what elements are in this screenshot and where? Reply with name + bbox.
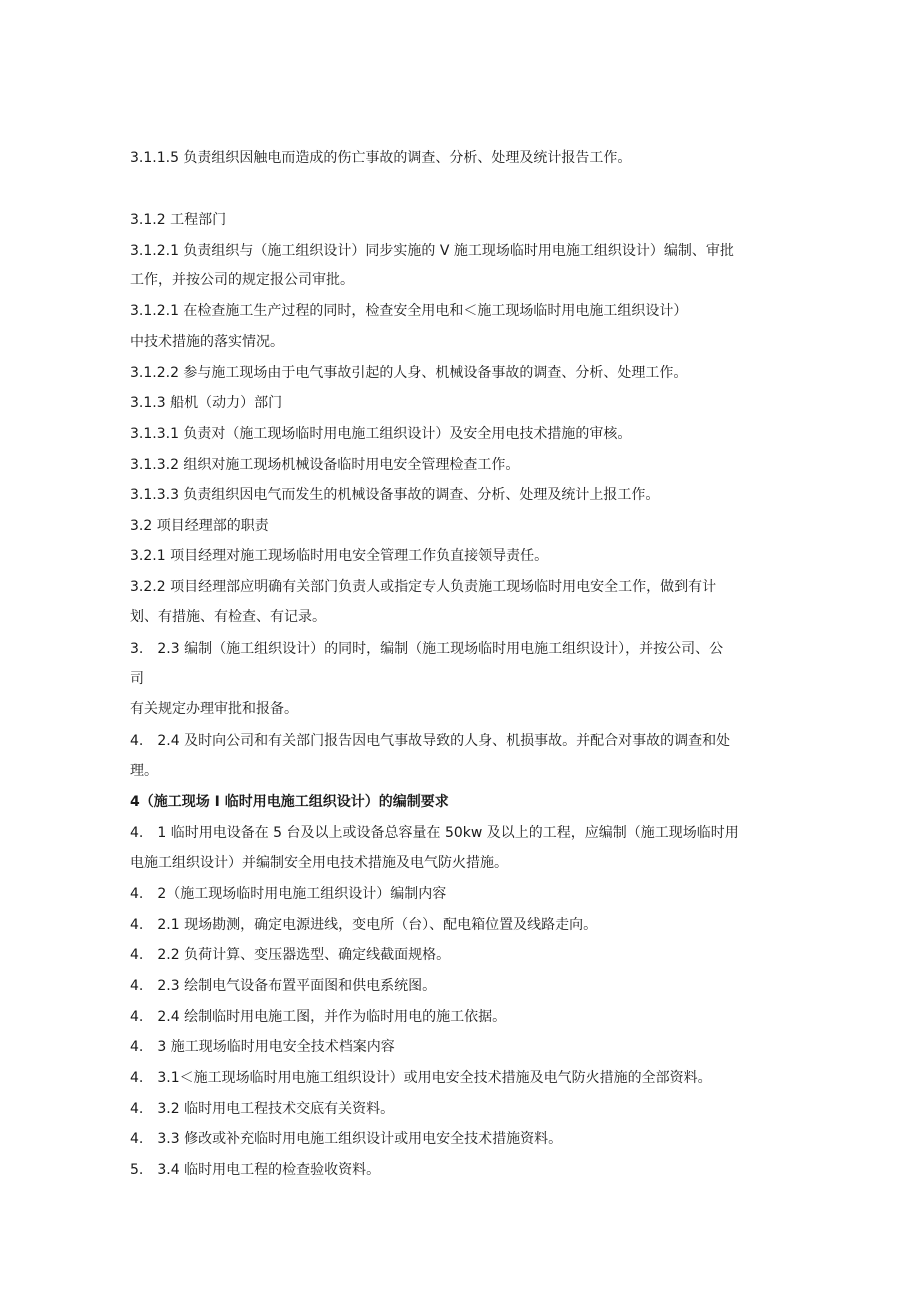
section-heading: 3.1.2 工程部门 [130,212,227,228]
text-line: 3.1.2.2 参与施工现场由于电气事故引起的人身、机械设备事故的调查、分析、处理工作。 [130,365,688,381]
text-line: 4. 2（施工现场临时用电施工组织设计）编制内容 [130,886,447,902]
text-line: 4. 2.2 负荷计算、变压器选型、确定线截面规格。 [130,947,451,963]
text-line: 4. 3.2 临时用电工程技术交底有关资料。 [130,1101,395,1117]
text-line: 3.1.1.5 负责组织因触电而造成的伤亡事故的调查、分析、处理及统计报告工作。 [130,150,632,166]
text-line: 3.2.2 项目经理部应明确有关部门负责人或指定专人负责施工现场临时用电安全工作，做到有计 [130,579,717,595]
section-heading: 4（施工现场 I 临时用电施工组织设计）的编制要求 [130,794,449,810]
text-line: 3.1.3.1 负责对（施工现场临时用电施工组织设计）及安全用电技术措施的审核。 [130,426,632,442]
text-line: 4. 2.4 绘制临时用电施工图，并作为临时用电的施工依据。 [130,1009,507,1025]
text-line: 3. 2.3 编制（施工组织设计）的同时，编制（施工现场临时用电施工组织设计），并按公司、公 [130,641,724,657]
text-line: 4. 3 施工现场临时用电安全技术档案内容 [130,1039,395,1055]
text-line: 有关规定办理审批和报备。 [130,701,298,717]
text-line: 工作，并按公司的规定报公司审批。 [130,272,354,288]
text-line: 司 [130,671,144,687]
text-line: 3.1.3.3 负责组织因电气而发生的机械设备事故的调查、分析、处理及统计上报工作。 [130,487,660,503]
text-line: 3.2.1 项目经理对施工现场临时用电安全管理工作负直接领导责任。 [130,548,549,564]
text-line: 划、有措施、有检查、有记录。 [130,609,326,625]
text-line: 3.1.3.2 组织对施工现场机械设备临时用电安全管理检查工作。 [130,457,520,473]
text-line: 5. 3.4 临时用电工程的检查验收资料。 [130,1162,381,1178]
text-line: 4. 2.4 及时向公司和有关部门报告因电气事故导致的人身、机损事故。并配合对事故的调查和处 [130,733,731,749]
text-line: 电施工组织设计）并编制安全用电技术措施及电气防火措施。 [130,855,508,871]
text-line: 4. 2.3 绘制电气设备布置平面图和供电系统图。 [130,978,437,994]
text-line: 4. 3.3 修改或补充临时用电施工组织设计或用电安全技术措施资料。 [130,1131,563,1147]
section-heading: 3.1.3 船机（动力）部门 [130,395,283,411]
text-line: 中技术措施的落实情况。 [130,334,284,350]
section-heading: 3.2 项目经理部的职责 [130,518,269,534]
text-line: 理。 [130,763,158,779]
text-line: 4. 1 临时用电设备在 5 台及以上或设备总容量在 50kw 及以上的工程，应编制（施工现场临时用 [130,825,739,841]
text-line: 4. 2.1 现场勘测，确定电源进线，变电所（台）、配电箱位置及线路走向。 [130,917,598,933]
text-line: 3.1.2.1 在检查施工生产过程的同时，检查安全用电和＜施工现场临时用电施工组织设计） [130,303,688,319]
text-line: 4. 3.1＜施工现场临时用电施工组织设计）或用电安全技术措施及电气防火措施的全部资料。 [130,1070,712,1086]
text-line: 3.1.2.1 负责组织与（施工组织设计）同步实施的 V 施工现场临时用电施工组织设计）编制、审批 [130,243,734,259]
